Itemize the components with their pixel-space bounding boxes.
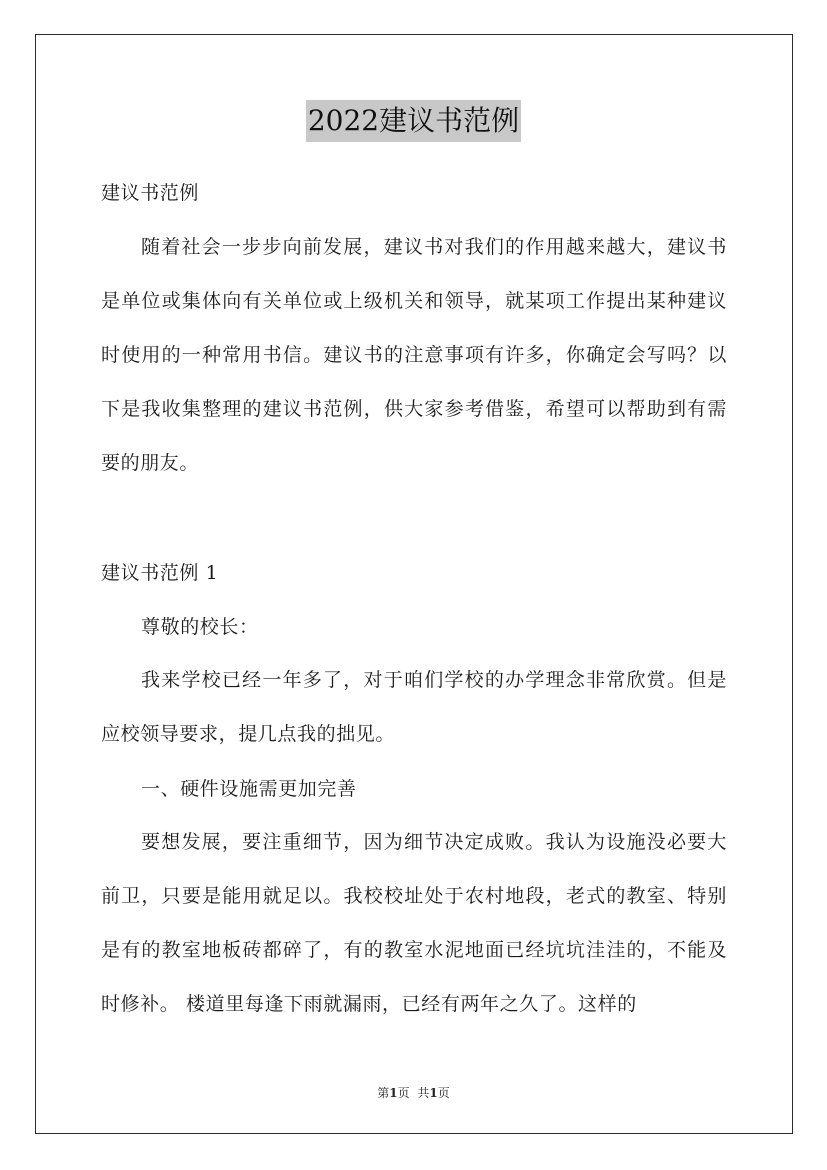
footer-total-prefix: 共 <box>417 1086 430 1100</box>
salutation: 尊敬的校长： <box>141 616 259 638</box>
footer-page-prefix: 第 <box>377 1086 390 1100</box>
intro-paragraph: 随着社会一步步向前发展，建议书对我们的作用越来越大，建议书是单位或集体向有关单位或上级机关和领导，就某项工作提出某种建议时使用的一种常用书信。建议书的注意事项有许多，你确定会写吗？以下是我收集整理的建议书范例，供大家参考借鉴，希望可以帮助到有需要的朋友。 <box>101 236 727 474</box>
body-paragraph-2: 要想发展，要注重细节，因为细节决定成败。我认为设施没必要大前卫，只要是能用就足以。我校校址处于农村地段，老式的教室、特别是有的教室地板砖都碎了，有的教室水泥地面已经坑坑洼洼的，不能及时修补。 楼道里每逢下雨就漏雨，已经有两年之久了。这样的 <box>101 831 727 1015</box>
footer-total-suffix: 页 <box>437 1086 450 1100</box>
title-container <box>0 100 827 142</box>
footer-page-number: 1 <box>389 1086 398 1100</box>
document-title: 2022建议书范例 <box>306 100 521 142</box>
heading-section: 建议书范例 <box>101 182 200 204</box>
page-footer <box>0 1084 827 1101</box>
heading-example-1: 建议书范例 1 <box>101 562 219 584</box>
footer-total-number: 1 <box>429 1086 438 1100</box>
section-heading-1: 一、硬件设施需更加完善 <box>141 778 357 800</box>
footer-page-suffix: 页 <box>397 1086 410 1100</box>
body-paragraph-1: 我来学校已经一年多了，对于咱们学校的办学理念非常欣赏。但是应校领导要求，提几点我的拙见。 <box>101 669 727 745</box>
